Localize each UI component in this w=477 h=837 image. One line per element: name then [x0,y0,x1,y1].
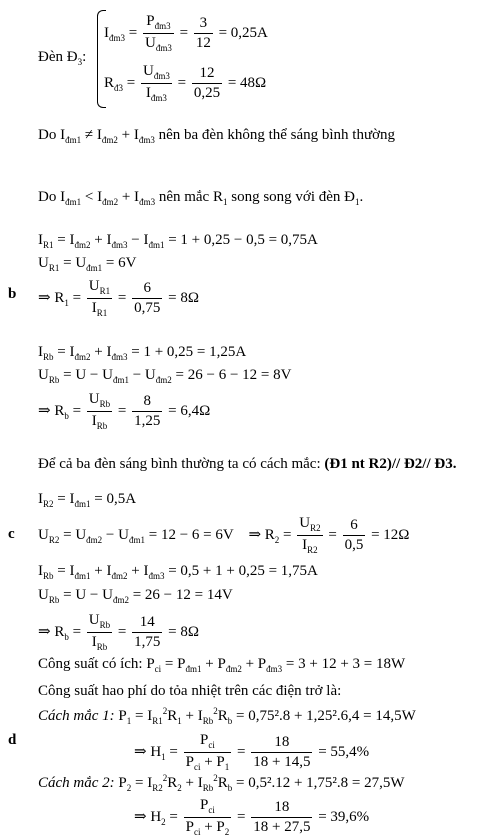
part-b-intro: Do $I_{đm1} < I_{đm2} + I_{đm3}$ nên mắc $R_1$ song song với đèn $Đ_1$. [38,189,364,207]
part-c-label: c [8,526,15,542]
urb-b-formula: $U_{Rb} = U - U_{đm1} - U_{đm2} = 26 - 6 - 12 = 8V$ [38,367,292,385]
ur1-formula: $U_{R1} = U_{đm1} = 6V$ [38,255,137,273]
h1-formula: ⇒ $H_1$ = $\frac{P_{ci}}{P_{ci} + P_1}$ = $\frac{18}{18 + 14,5}$ = 55,4% [134,732,370,772]
part-b-conclusion: Để cả ba đèn sáng bình thường ta có cách mắc: (Đ1 nt R2)// Đ2// Đ3. [38,456,457,472]
loss-label: Công suất hao phí do tỏa nhiệt trên các điện trở là: [38,683,342,699]
rb-c-formula: ⇒ $R_b$ = $\frac{U_{Rb}}{I_{Rb}}$ = $\frac{14}{1,75}$ = 8Ω [38,612,199,652]
rb-b-formula: ⇒ $R_b$ = $\frac{U_{Rb}}{I_{Rb}}$ = $\frac{8}{1,25}$ = 6,4Ω [38,391,211,431]
r-d3-formula: $R_{đ3}$ = $\frac{U_{đm3}}{I_{đm3}}$ = $\frac{12}{0,25}$ = 48Ω [104,63,267,103]
ir2-formula: $I_{R2} = I_{đm1} = 0,5A$ [38,491,137,509]
part-d-label: d [8,732,17,748]
irb-c-formula: $I_{Rb} = I_{đm1} + I_{đm2} + I_{đm3} = 0,5 + 1 + 0,25 = 1,75A$ [38,563,318,581]
irb-b-formula: $I_{Rb} = I_{đm2} + I_{đm3} = 1 + 0,25 = 1,25A$ [38,344,247,362]
h2-formula: ⇒ $H_2$ = $\frac{P_{ci}}{P_{ci} + P_2}$ = $\frac{18}{18 + 27,5}$ = 39,6% [134,797,370,837]
part-b-label: b [8,286,17,302]
ur2-r2-formula: $U_{R2} = U_{đm2} - U_{đm1} = 12 - 6 = 6V$ ⇒ $R_2$ = $\frac{U_{R2}}{I_{R2}}$ = $\frac{6}{0,5}$ = 12Ω [38,515,410,555]
den3-label: Đèn $Đ_3$: [38,49,87,67]
case2-power: Cách mắc 2: $P_2 = I_{R2}^2R_2 + I_{Rb}^2R_b = 0,5^2.12 + 1,75^2.8 = 27,5W$ [38,773,405,793]
part-a-conclusion: Do $I_{đm1} \ne I_{đm2} + I_{đm3}$ nên ba đèn không thể sáng bình thường [38,127,396,145]
i-dm3-formula: $I_{đm3}$ = $\frac{P_{đm3}}{U_{đm3}}$ = $\frac{3}{12}$ = 0,25A [104,13,268,53]
useful-power: Công suất có ích: $P_{ci} = P_{đm1} + P_{đm2} + P_{đm3} = 3 + 12 + 3 = 18W$ [38,656,406,674]
urb-c-formula: $U_{Rb} = U - U_{đm2} = 26 - 12 = 14V$ [38,587,233,605]
r1-formula: ⇒ $R_1$ = $\frac{U_{R1}}{I_{R1}}$ = $\frac{6}{0,75}$ = 8Ω [38,278,199,318]
case1-power: Cách mắc 1: $P_1 = I_{R1}^2R_1 + I_{Rb}^2R_b = 0,75^2.8 + 1,25^2.6,4 = 14,5W$ [38,706,416,726]
ir1-formula: $I_{R1} = I_{đm2} + I_{đm3} - I_{đm1} = 1 + 0,25 - 0,5 = 0,75A$ [38,232,318,250]
